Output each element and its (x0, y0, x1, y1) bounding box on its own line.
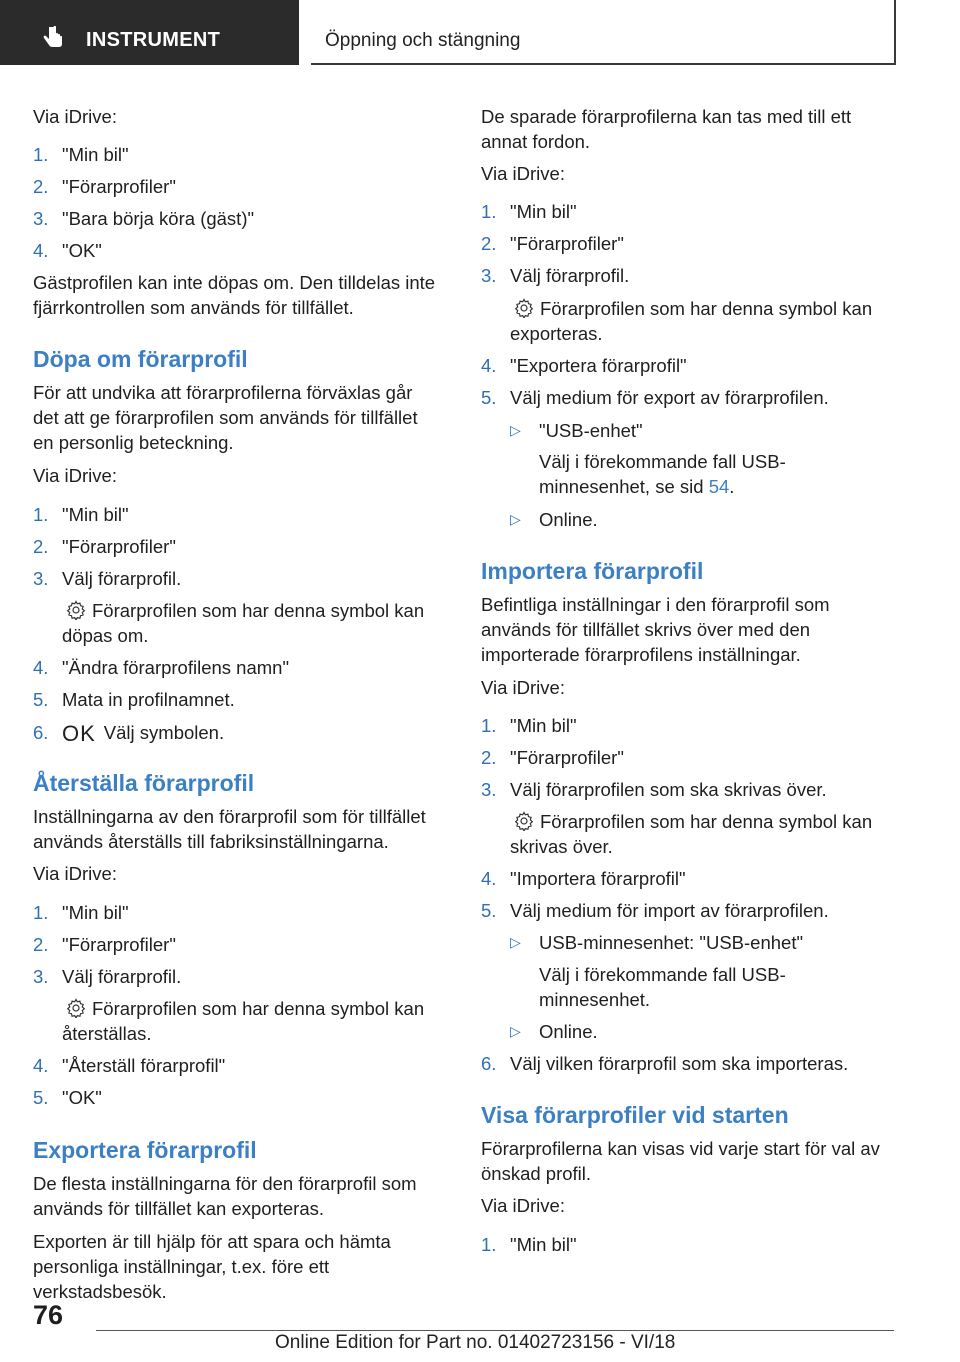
import-step-3: Välj förarprofilen som ska skrivas över. (510, 779, 827, 800)
show-step-1: "Min bil" (510, 1234, 577, 1255)
rename-step-2: "Förarprofiler" (62, 536, 176, 557)
import-note-text: Förarprofilen som har denna symbol kan skrivas över. (510, 811, 873, 857)
intro-step-3: "Bara börja köra (gäst)" (62, 208, 255, 229)
export-sub-2: Online. (539, 509, 598, 530)
import-step-6: Välj vilken förarprofil som ska importeras. (510, 1053, 849, 1074)
import-text: Befintliga inställningar i den förarprofil som används för tillfället skrivs över med den importerade förarprofilens inställningar. (481, 594, 830, 665)
import-step-1: "Min bil" (510, 715, 577, 736)
import-step-4: "Importera förarprofil" (510, 868, 686, 889)
step-number: 4. (33, 657, 49, 678)
step-number: 3. (33, 966, 49, 987)
step-number: 1. (33, 144, 49, 165)
import-step-2: "Förarprofiler" (510, 747, 624, 768)
export-text-2: Exporten är till hjälp för att spara och hämta personliga inställningar, t.ex. före ett verkstadsbesök. (33, 1231, 391, 1302)
page-link[interactable]: 54 (708, 476, 730, 497)
gear-icon (514, 298, 534, 318)
step-number: 4. (481, 868, 497, 889)
rename-note-text: Förarprofilen som har denna symbol kan döpas om. (62, 600, 425, 646)
reset-step-3: Välj förarprofil. (62, 966, 182, 987)
step-number: 5. (481, 387, 497, 408)
step-number: 2. (33, 176, 49, 197)
rename-step-3: Välj förarprofil. (62, 568, 182, 589)
export-sub-1-note: Välj i förekommande fall USB-minnesenhet, se sid 54. (539, 451, 786, 497)
step-number: 5. (481, 900, 497, 921)
step-number: 3. (33, 208, 49, 229)
step-number: 5. (33, 689, 49, 710)
export-via: Via iDrive: (481, 163, 565, 184)
bullet-triangle-icon: ▷ (510, 934, 521, 950)
reset-note (62, 996, 457, 1046)
reset-step-1: "Min bil" (62, 902, 129, 923)
bullet-triangle-icon: ▷ (510, 1023, 521, 1039)
import-step-5: Välj medium för import av förarprofilen. (510, 900, 829, 921)
rename-step-6-text: Välj symbolen. (103, 722, 225, 743)
export-step-4: "Exportera förarprofil" (510, 355, 687, 376)
step-number: 2. (33, 536, 49, 557)
chapter-title: INSTRUMENT (86, 29, 221, 51)
reset-step-5: "OK" (62, 1087, 102, 1108)
bullet-triangle-icon: ▷ (510, 511, 521, 527)
bullet-triangle-icon: ▷ (510, 422, 521, 438)
rename-step-4: "Ändra förarprofilens namn" (62, 657, 290, 678)
show-text: Förarprofilerna kan visas vid varje start för val av önskad profil. (481, 1138, 880, 1184)
rename-text: För att undvika att förarprofilerna förväxlas går det att ge förarprofilen som används för tillfället en personlig beteckning. (33, 382, 418, 453)
export-note-text: Förarprofilen som har denna symbol kan exporteras. (510, 298, 873, 344)
footer-divider (96, 1330, 894, 1331)
export-note (510, 296, 905, 346)
reset-text: Inställningarna av den förarprofil som för tillfället används återställs till fabriksinställningarna. (33, 806, 426, 852)
reset-step-4: "Återställ förarprofil" (62, 1055, 226, 1076)
import-sub-1: USB-minnesenhet: "USB-enhet" (539, 932, 804, 953)
step-number: 6. (33, 722, 49, 743)
rename-via: Via iDrive: (33, 465, 117, 486)
step-number: 2. (33, 934, 49, 955)
footer-edition: Online Edition for Part no. 01402723156 - VI/18 (275, 1332, 676, 1353)
intro-step-4: "OK" (62, 240, 102, 261)
step-number: 4. (33, 240, 49, 261)
intro-step-1: "Min bil" (62, 144, 129, 165)
chapter-tab[interactable] (0, 0, 299, 65)
export-cont-text: De sparade förarprofilerna kan tas med till ett annat fordon. (481, 106, 852, 152)
step-number: 1. (481, 715, 497, 736)
rename-step-5: Mata in profilnamnet. (62, 689, 235, 710)
section-title: Öppning och stängning (325, 30, 521, 51)
export-step-2: "Förarprofiler" (510, 233, 624, 254)
import-sub-2: Online. (539, 1021, 598, 1042)
intro-via: Via iDrive: (33, 106, 117, 127)
step-number: 1. (33, 504, 49, 525)
export-text-1: De flesta inställningarna för den förarprofil som används för tillfället kan exporteras. (33, 1173, 417, 1219)
heading-rename: Döpa om förarprofil (33, 346, 248, 372)
rename-step-1: "Min bil" (62, 504, 129, 525)
heading-export: Exportera förarprofil (33, 1137, 257, 1163)
page-number: 76 (33, 1300, 64, 1330)
gear-icon (514, 811, 534, 831)
show-via: Via iDrive: (481, 1195, 565, 1216)
step-number: 3. (481, 779, 497, 800)
step-number: 3. (33, 568, 49, 589)
heading-show: Visa förarprofiler vid starten (481, 1102, 789, 1128)
intro-note: Gästprofilen kan inte döpas om. Den tilldelas inte fjärrkontrollen som används för tillfället. (33, 272, 436, 318)
hand-pointer-icon (40, 25, 66, 51)
step-number: 4. (481, 355, 497, 376)
step-number: 1. (481, 201, 497, 222)
rename-step-6 (62, 720, 457, 746)
export-step-5: Välj medium för export av förarprofilen. (510, 387, 829, 408)
rename-note (62, 598, 457, 648)
step-number: 4. (33, 1055, 49, 1076)
import-via: Via iDrive: (481, 677, 565, 698)
reset-via: Via iDrive: (33, 863, 117, 884)
section-tab[interactable] (311, 0, 896, 65)
intro-step-2: "Förarprofiler" (62, 176, 176, 197)
step-number: 5. (33, 1087, 49, 1108)
export-sub-1-note-text: Välj i förekommande fall USB-minnesenhet, se sid (539, 451, 786, 497)
reset-step-2: "Förarprofiler" (62, 934, 176, 955)
gear-icon (66, 600, 86, 620)
export-sub-1: "USB-enhet" (539, 420, 643, 441)
import-sub-1-note: Välj i förekommande fall USB-minnesenhet. (539, 964, 786, 1010)
ok-icon: OK (62, 721, 96, 746)
reset-note-text: Förarprofilen som har denna symbol kan återställas. (62, 998, 425, 1044)
heading-reset: Återställa förarprofil (33, 770, 255, 796)
step-number: 2. (481, 233, 497, 254)
step-number: 3. (481, 265, 497, 286)
step-number: 1. (481, 1234, 497, 1255)
heading-import: Importera förarprofil (481, 558, 704, 584)
export-step-3: Välj förarprofil. (510, 265, 630, 286)
import-note (510, 809, 905, 859)
step-number: 2. (481, 747, 497, 768)
step-number: 6. (481, 1053, 497, 1074)
gear-icon (66, 998, 86, 1018)
export-step-1: "Min bil" (510, 201, 577, 222)
step-number: 1. (33, 902, 49, 923)
